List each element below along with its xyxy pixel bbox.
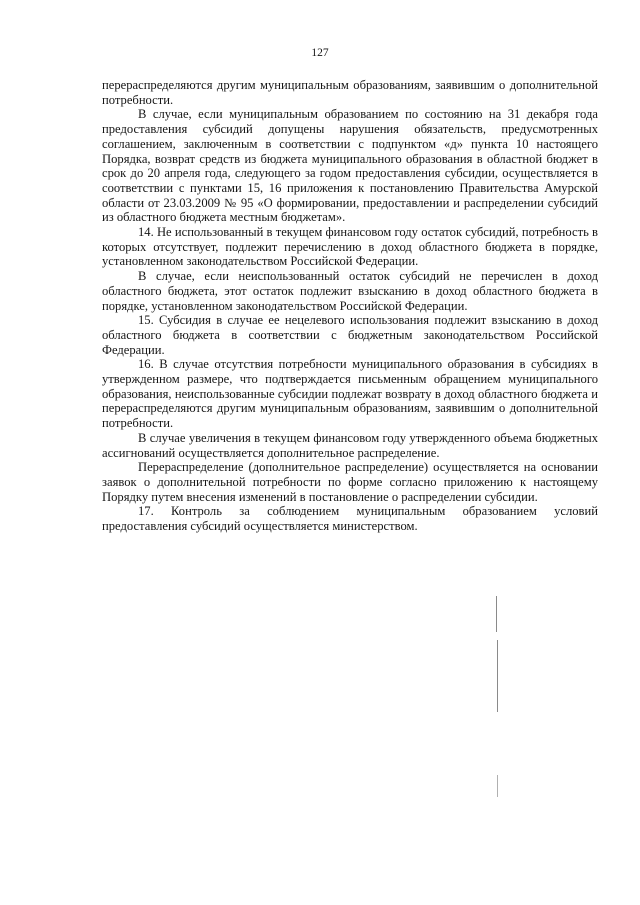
page-number: 127 [311,47,329,59]
paragraph-15: 15. Субсидия в случае ее нецелевого использования подлежит взысканию в доход областного бюджета в соответствии с бюджетным законодательством Российской Федерации. [102,313,598,357]
paragraph-increase: В случае увеличения в текущем финансовом году утвержденного объема бюджетных ассигнований осуществляется дополнительное распределение. [102,430,598,460]
paragraph-unpaid-balance: В случае, если неиспользованный остаток субсидий не перечислен в доход областного бюджета, этот остаток подлежит взысканию в доход областного бюджета в порядке, установленном законодательством Российской Федерации. [102,269,598,313]
scan-mark [497,640,498,712]
paragraph-refund-violation: В случае, если муниципальным образованием по состоянию на 31 декабря года предоставления субсидий допущены нарушения обязательств, предусмотренных соглашением, заключенным в соответствии с подпунктом «д» пункта 10 настоящего Порядка, возврат средств из бюджета муниципального образования в областной бюджет в срок до 20 апреля года, следующего за годом предоставления субсидии, осуществляется в соответствии с пунктами 15, 16 приложения к постановлению Правительства Амурской области от 23.03.2009 № 95 «О формировании, предоставлении и распределении субсидий из областного бюджета местным бюджетам». [102,107,598,225]
document-body [102,78,598,534]
paragraph-redistribution: Перераспределение (дополнительное распределение) осуществляется на основании заявок о дополнительной потребности по форме согласно приложению к настоящему Порядку путем внесения изменений в постановление о распределении субсидии. [102,460,598,504]
paragraph-17: 17. Контроль за соблюдением муниципальным образованием условий предоставления субсидий осуществляется министерством. [102,504,598,534]
scan-mark [497,775,498,797]
paragraph-continuation: перераспределяются другим муниципальным образованиям, заявившим о дополнительной потребности. [102,78,598,107]
scan-mark [496,596,497,632]
paragraph-16: 16. В случае отсутствия потребности муниципального образования в субсидиях в утвержденном размере, что подтверждается письменным обращением муниципального образования, неиспользованные субсидии подлежат возврату в доход областного бюджета и перераспределяются другим муниципальным образованиям, заявившим о дополнительной потребности. [102,357,598,431]
paragraph-14: 14. Не использованный в текущем финансовом году остаток субсидий, потребность в которых отсутствует, подлежит перечислению в доход областного бюджета в порядке, установленном законодательством Российской Федерации. [102,225,598,269]
